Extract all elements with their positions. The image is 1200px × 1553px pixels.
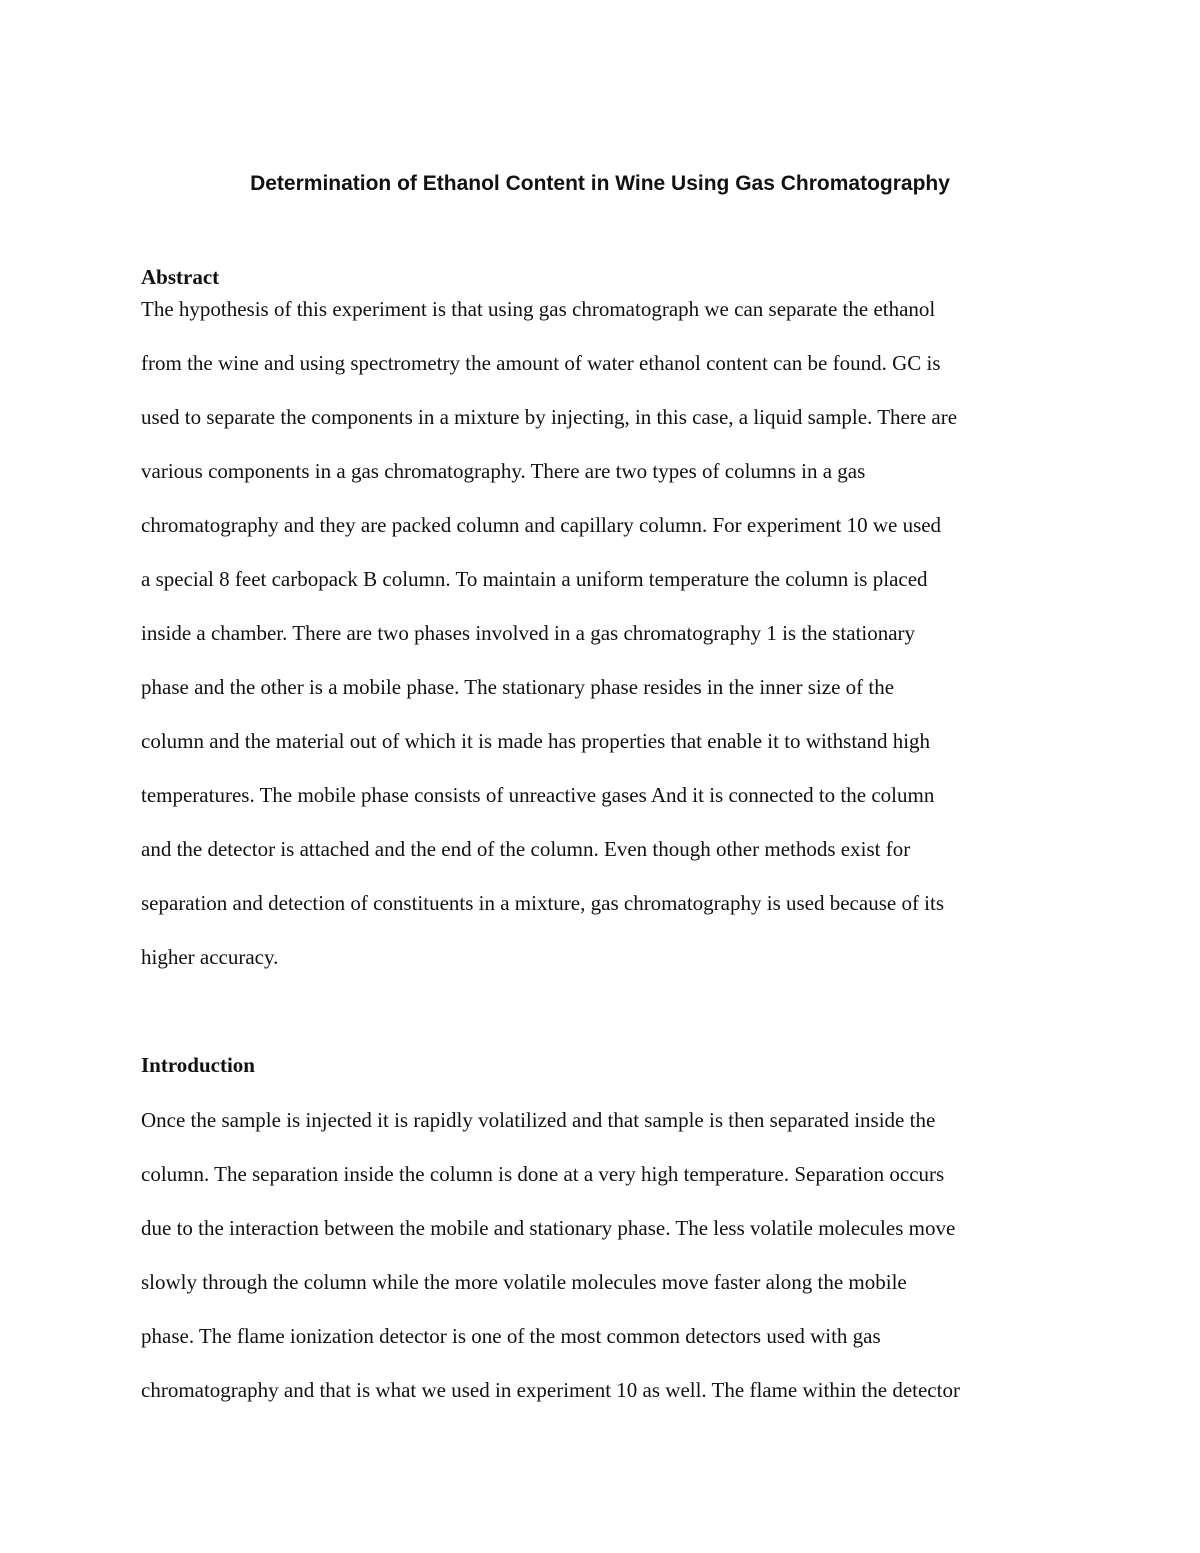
abstract-heading: Abstract <box>141 265 220 289</box>
abstract-line: and the detector is attached and the end of the column. Even though other methods exist for <box>141 837 911 861</box>
abstract-line: various components in a gas chromatography. There are two types of columns in a gas <box>141 459 866 483</box>
abstract-line: column and the material out of which it is made has properties that enable it to withstand high <box>141 729 931 753</box>
abstract-line: used to separate the components in a mixture by injecting, in this case, a liquid sample. There are <box>141 405 958 429</box>
abstract-line: a special 8 feet carbopack B column. To maintain a uniform temperature the column is placed <box>141 567 928 591</box>
introduction-line: Once the sample is injected it is rapidly volatilized and that sample is then separated inside the <box>141 1108 936 1132</box>
abstract-line: separation and detection of constituents in a mixture, gas chromatography is used because of its <box>141 891 945 915</box>
abstract-line: temperatures. The mobile phase consists of unreactive gases And it is connected to the column <box>141 783 935 807</box>
introduction-heading: Introduction <box>141 1053 255 1077</box>
abstract-line: inside a chamber. There are two phases involved in a gas chromatography 1 is the stationary <box>141 621 916 645</box>
introduction-line: due to the interaction between the mobile and stationary phase. The less volatile molecules move <box>141 1216 956 1240</box>
introduction-line: phase. The flame ionization detector is one of the most common detectors used with gas <box>141 1324 881 1348</box>
introduction-line: slowly through the column while the more volatile molecules move faster along the mobile <box>141 1270 907 1294</box>
introduction-line: chromatography and that is what we used in experiment 10 as well. The flame within the detector <box>141 1378 960 1402</box>
abstract-line: phase and the other is a mobile phase. The stationary phase resides in the inner size of the <box>141 675 895 699</box>
abstract-line: from the wine and using spectrometry the amount of water ethanol content can be found. GC is <box>141 351 941 375</box>
introduction-line: column. The separation inside the column is done at a very high temperature. Separation occurs <box>141 1162 945 1186</box>
abstract-line: higher accuracy. <box>141 945 279 969</box>
abstract-line: chromatography and they are packed column and capillary column. For experiment 10 we used <box>141 513 942 537</box>
document-title: Determination of Ethanol Content in Wine Using Gas Chromatography <box>250 172 950 195</box>
abstract-line: The hypothesis of this experiment is that using gas chromatograph we can separate the ethanol <box>141 297 936 321</box>
